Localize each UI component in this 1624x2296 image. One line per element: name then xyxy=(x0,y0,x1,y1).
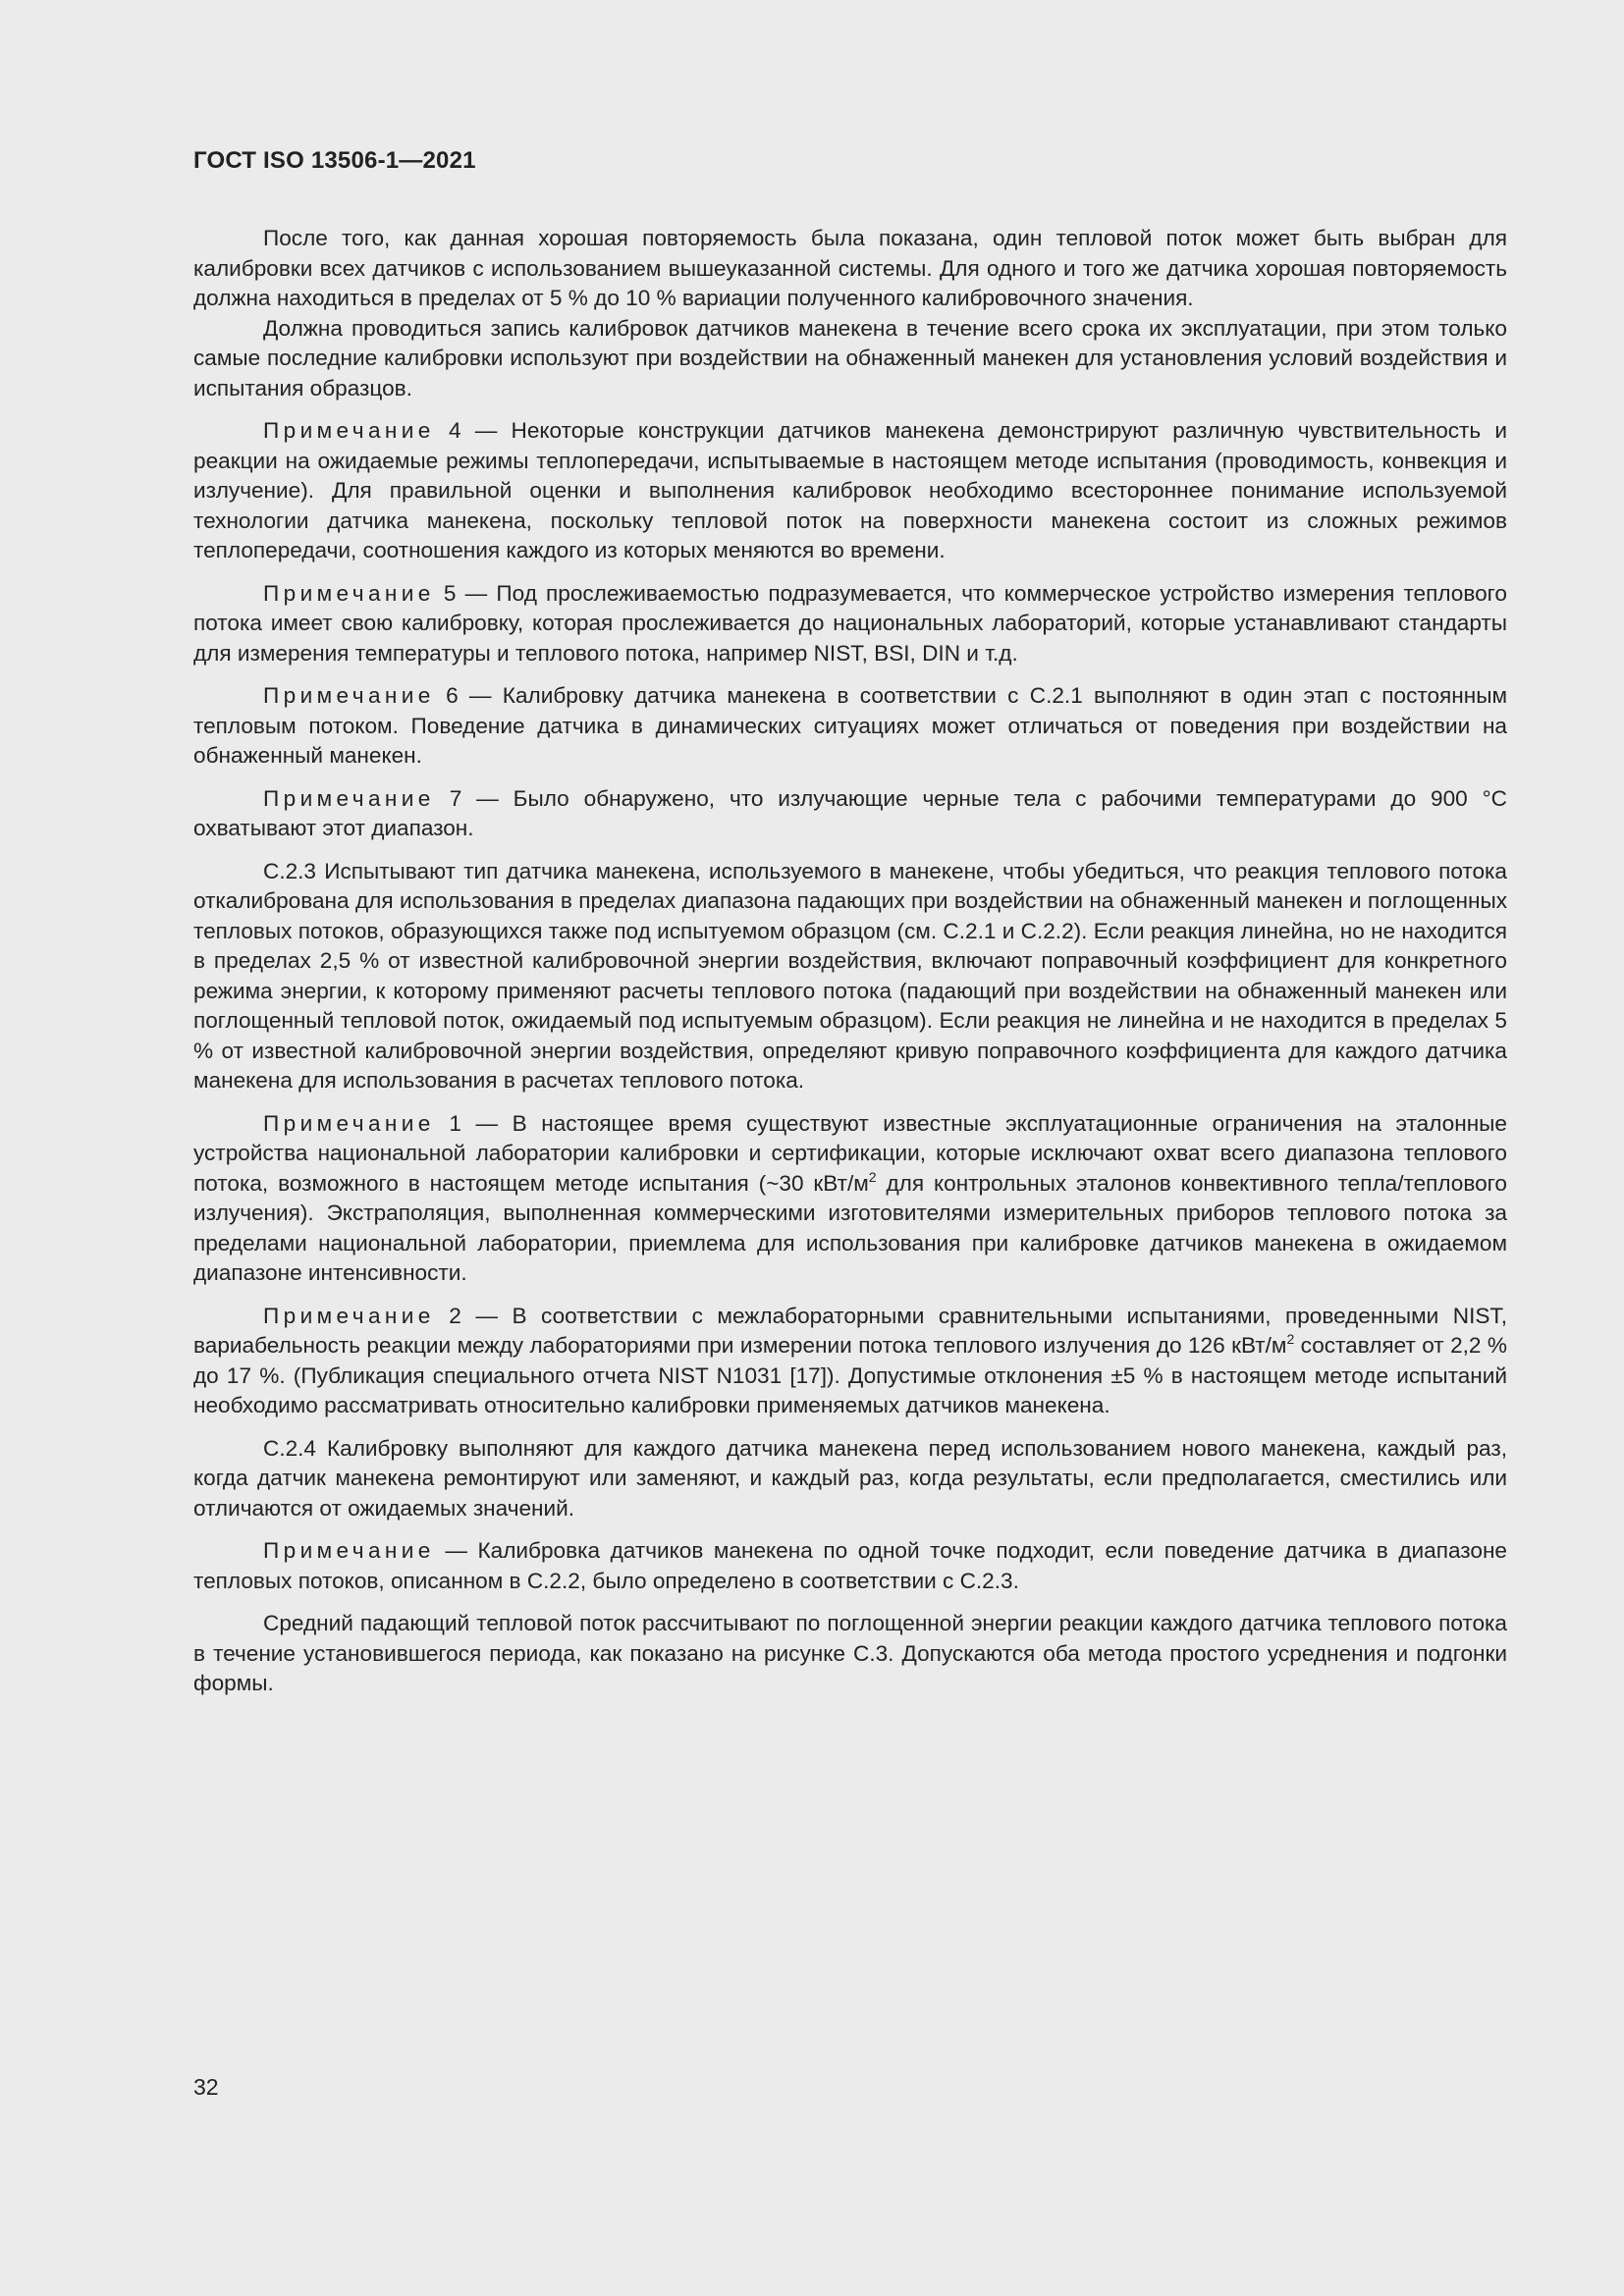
unit-kw-per-m: кВт/м xyxy=(813,1170,869,1196)
note-2-text-part-2: составляет от 2,2 % до 17 %. (Публикация специального отчета NIST N1031 [17]). Допустимые отклонения ±5 % в настоящем методе испытаний необходимо рассматривать относительно калибровки применяемых датчиков манекена. xyxy=(193,1333,1507,1417)
note-2-text-part-1: 2 — В соответствии с межлабораторными сравнительными испытаниями, проведенными NIST, вариабельность реакции между лабораториями при измерении потока теплового излучения до 126 xyxy=(193,1303,1507,1358)
unit-kw-per-m: кВт/м xyxy=(1231,1333,1287,1358)
note-label: Примечание xyxy=(263,580,435,606)
note-label: Примечание xyxy=(263,1538,435,1563)
note-label: Примечание xyxy=(263,1303,435,1328)
unit-superscript: 2 xyxy=(1286,1331,1295,1347)
note-1-text-part-2: для контрольных эталонов конвективного тепла/теплового излучения). Экстраполяция, выполненная коммерческими изготовителями измерительных приборов теплового потока за пределами национальной лаборатории, приемлема для использования при калибровке датчиков манекена в ожидаемом диапазоне интенсивности. xyxy=(193,1170,1507,1285)
document-body xyxy=(193,224,1507,1699)
note-label: Примечание xyxy=(263,1110,435,1136)
note-2 xyxy=(193,1302,1507,1421)
document-header: ГОСТ ISO 13506-1—2021 xyxy=(193,147,476,174)
paragraph-repeatability: После того, как данная хорошая повторяемость была показана, один тепловой поток может быть выбран для калибровки всех датчиков с использованием вышеуказанной системы. Для одного и того же датчика хорошая повторяемость должна находиться в пределах от 5 % до 10 % вариации полученного калибровочного значения. xyxy=(193,226,1507,310)
paragraph-calibration-records: Должна проводиться запись калибровок датчиков манекена в течение всего срока их эксплуатации, при этом только самые последние калибровки используют при воздействии на обнаженный манекен для установления условий воздействия и испытания образцов. xyxy=(193,315,1507,400)
page-number: 32 xyxy=(193,2074,219,2100)
section-c-2-4: С.2.4 Калибровку выполняют для каждого датчика манекена перед использованием нового манекена, каждый раз, когда датчик манекена ремонтируют или заменяют, и каждый раз, когда результаты, если предполагается, сместились или отличаются от ожидаемых значений. xyxy=(193,1435,1507,1521)
unit-superscript: 2 xyxy=(868,1168,877,1185)
paragraph-average-flux: Средний падающий тепловой поток рассчитывают по поглощенной энергии реакции каждого датчика теплового потока в течение установившегося периода, как показано на рисунке С.3. Допускаются оба метода простого усреднения и подгонки формы. xyxy=(193,1611,1507,1695)
note-single-point xyxy=(193,1536,1507,1596)
note-1-text-part-1: 1 — В настоящее время существуют известные эксплуатационные ограничения на эталонные устройства национальной лаборатории калибровки и сертификации, которые исключают охват всего диапазона теплового потока, возможного в настоящем методе испытания (~30 xyxy=(193,1110,1507,1196)
note-6 xyxy=(193,681,1507,772)
note-label: Примечание xyxy=(263,785,435,811)
section-c-2-3: С.2.3 Испытывают тип датчика манекена, используемого в манекене, чтобы убедиться, что реакция теплового потока откалибрована для использования в пределах диапазона падающих при воздействии на обнаженный манекен и поглощенных тепловых потоков, образующихся также под испытуемом образцом (см. С.2.1 и С.2.2). Если реакция линейна, но не находится в пределах 2,5 % от известной калибровочной энергии воздействия, включают поправочный коэффициент для конкретного режима энергии, к которому применяют расчеты теплового потока (падающий при воздействии на обнаженный манекен или поглощенный тепловой поток, ожидаемый под испытуемым образцом). Если реакция не линейна и не находится в пределах 5 % от известной калибровочной энергии воздействия, определяют кривую поправочного коэффициента для каждого датчика манекена для использования в расчетах теплового потока. xyxy=(193,858,1507,1093)
note-5-text: 5 — Под прослеживаемостью подразумевается, что коммерческое устройство измерения теплового потока имеет свою калибровку, которая прослеживается до национальных лабораторий, которые устанавливают стандарты для измерения температуры и теплового потока, например NIST, BSI, DIN и т.д. xyxy=(193,580,1507,666)
note-5 xyxy=(193,579,1507,669)
note-4 xyxy=(193,416,1507,566)
note-1 xyxy=(193,1109,1507,1289)
note-label: Примечание xyxy=(263,683,435,708)
note-7-text: 7 — Было обнаружено, что излучающие черные тела с рабочими температурами до 900 °С охватывают этот диапазон. xyxy=(193,785,1507,840)
note-single-point-text: — Калибровка датчиков манекена по одной точке подходит, если поведение датчика в диапазоне тепловых потоков, описанном в С.2.2, было определено в соответствии с С.2.3. xyxy=(193,1538,1507,1593)
note-4-text: 4 — Некоторые конструкции датчиков манекена демонстрируют различную чувствительность и реакции на ожидаемые режимы теплопередачи, испытываемые в настоящем методе испытания (проводимость, конвекция и излучение). Для правильной оценки и выполнения калибровок необходимо всестороннее понимание используемой технологии датчика манекена, поскольку тепловой поток на поверхности манекена состоит из сложных режимов теплопередачи, соотношения каждого из которых меняются во времени. xyxy=(193,418,1507,562)
note-6-text: 6 — Калибровку датчика манекена в соответствии с C.2.1 выполняют в один этап с постоянным тепловым потоком. Поведение датчика в динамических ситуациях может отличаться от поведения при воздействии на обнаженный манекен. xyxy=(193,683,1507,768)
note-label: Примечание xyxy=(263,418,435,443)
note-7 xyxy=(193,784,1507,844)
